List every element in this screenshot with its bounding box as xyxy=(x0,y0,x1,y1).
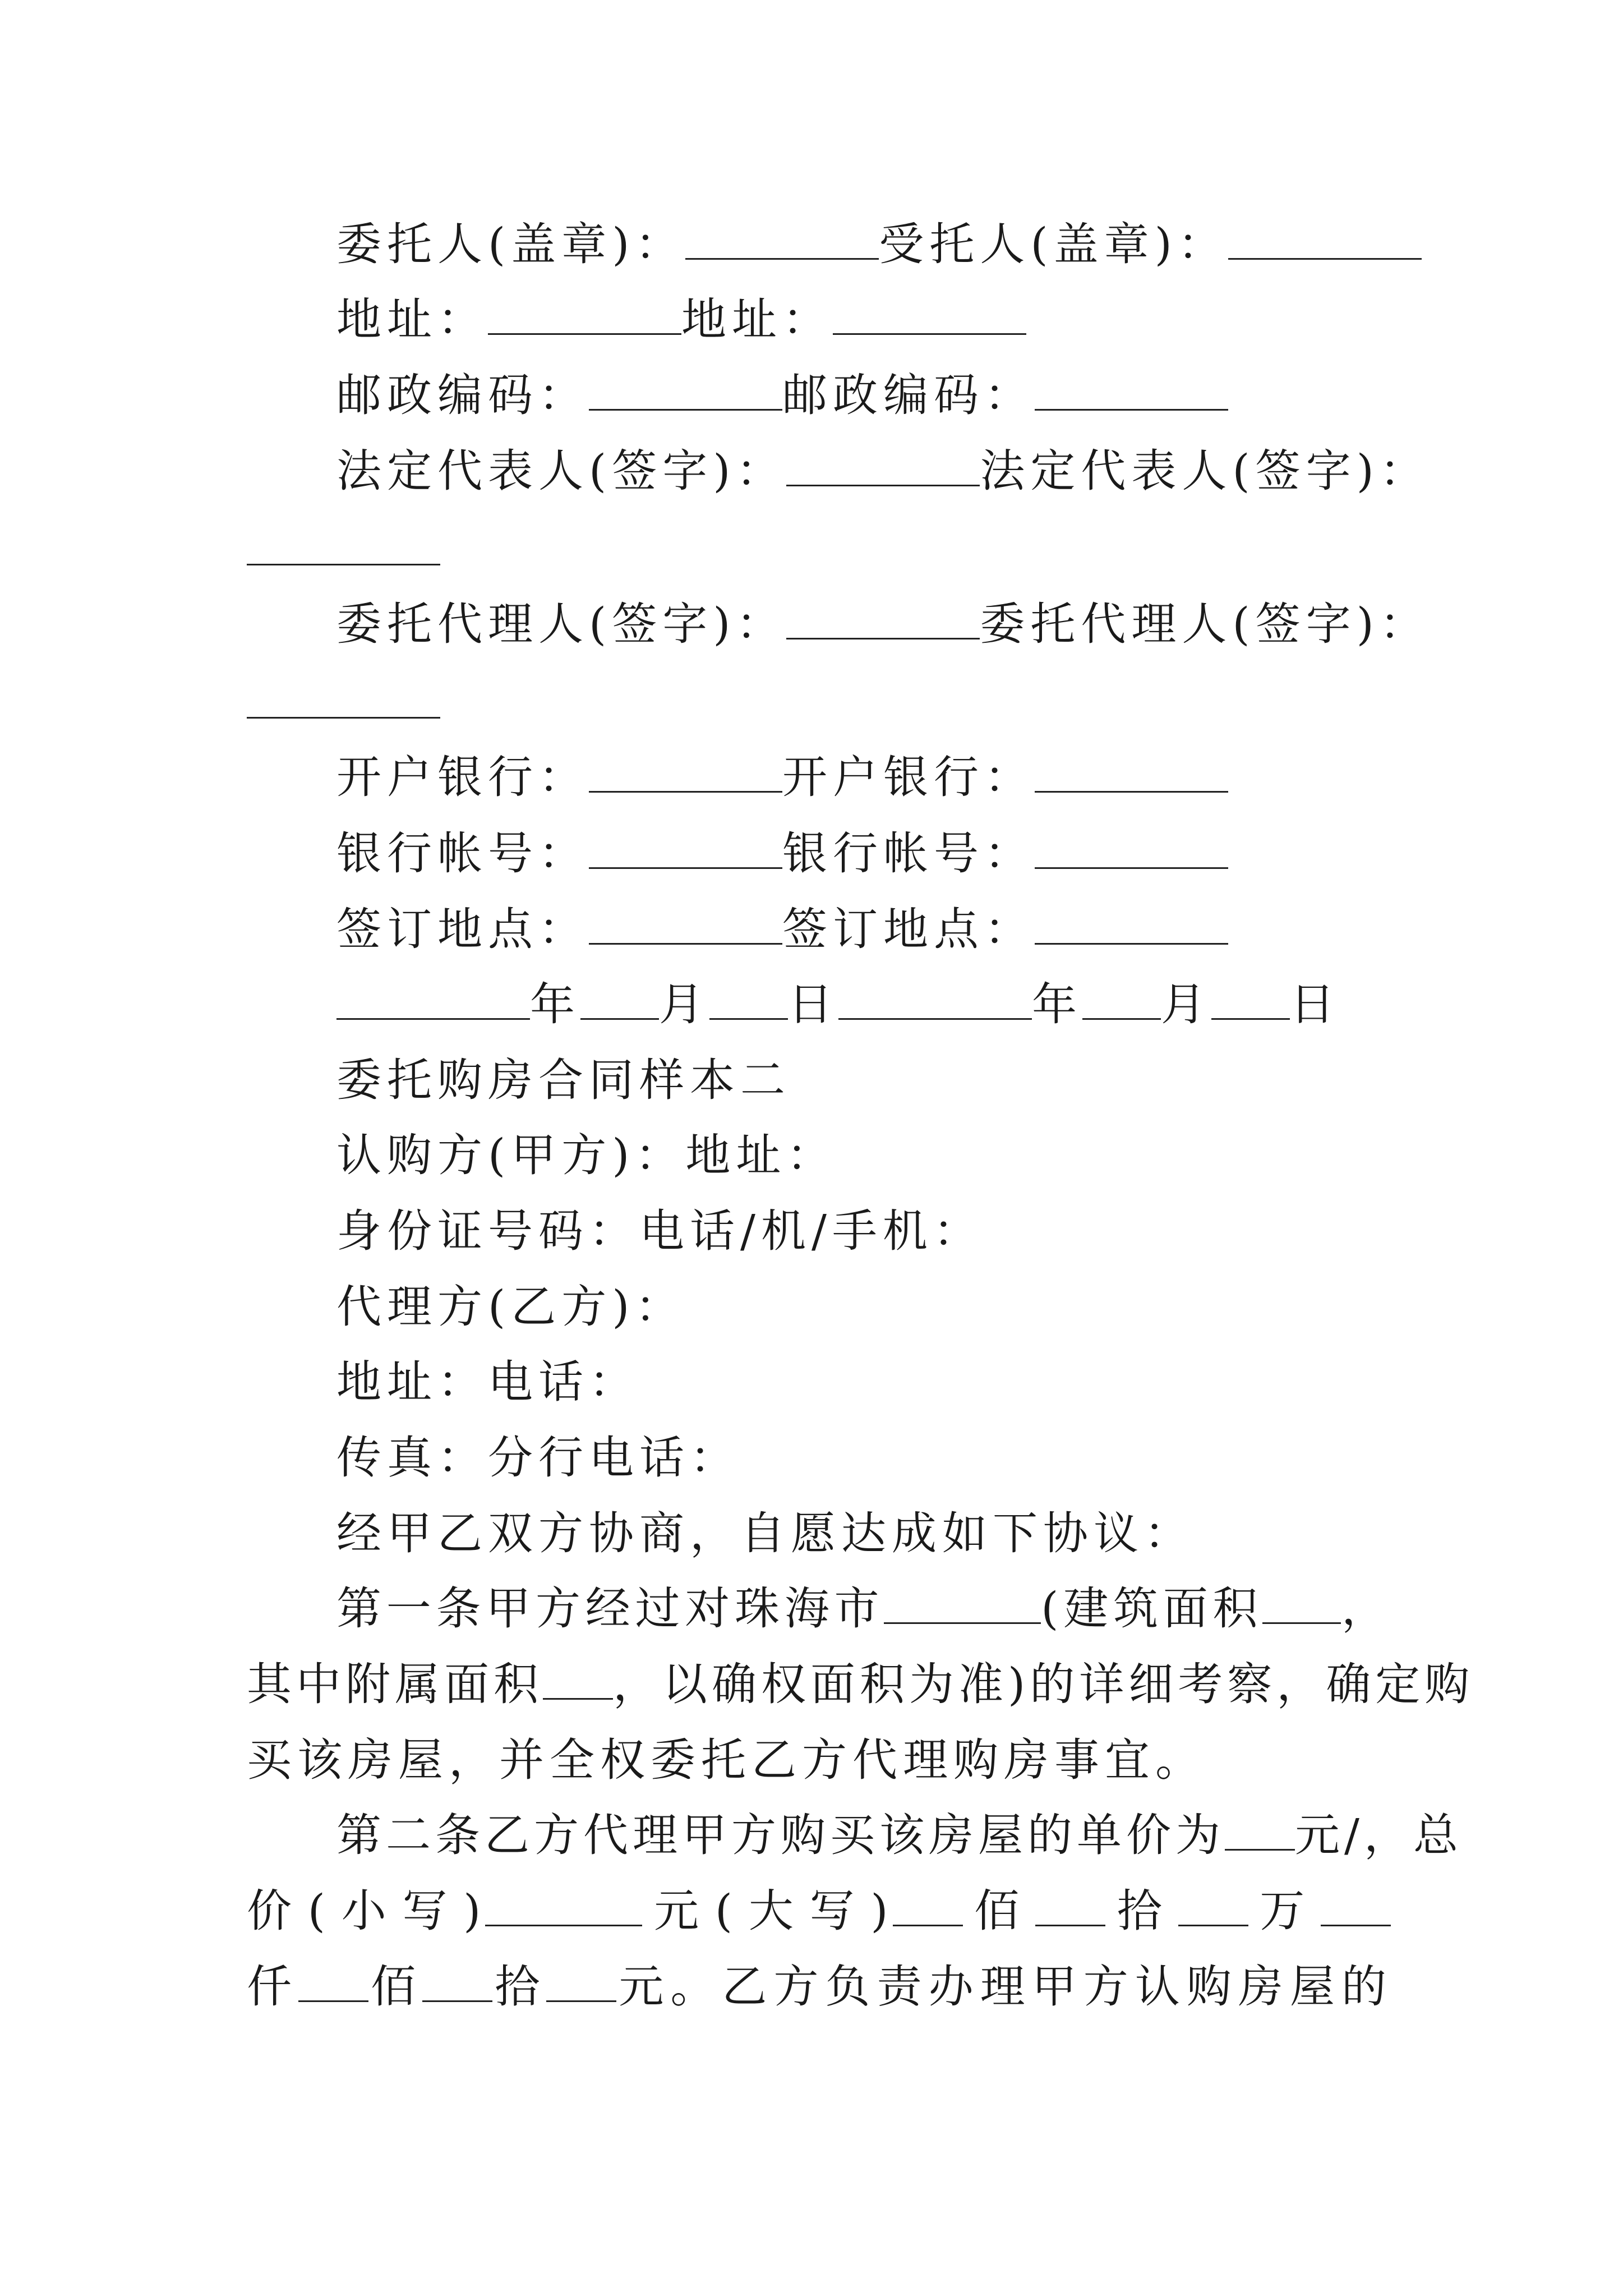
article2-text: 元。乙方负责办理甲方认购房屋的 xyxy=(616,1961,1391,2013)
day-label: 日 xyxy=(1290,978,1340,1030)
section-title: 委托购房合同样本二 xyxy=(336,1054,791,1106)
signature-row-address xyxy=(336,292,1391,348)
article2-text: 元(大写) xyxy=(642,1885,893,1937)
blank-line xyxy=(1035,1884,1105,1926)
signature-row-principal xyxy=(336,217,1391,273)
blank-line xyxy=(1035,827,1228,869)
address-label-right: 地址： xyxy=(681,293,833,346)
article2-text: 第二条乙方代理甲方购买该房屋的单价为 xyxy=(336,1809,1225,1861)
agent-address-line: 地址：电话： xyxy=(336,1356,639,1408)
blank-line xyxy=(589,827,782,869)
blank-line xyxy=(1211,978,1290,1020)
article2-text: 佰 xyxy=(962,1885,1036,1937)
blank-line xyxy=(1225,1809,1295,1851)
article2-text: 仟 xyxy=(247,1961,299,2013)
article1-line2 xyxy=(247,1657,1474,1713)
article2-line2 xyxy=(247,1883,1391,1939)
signature-row-account xyxy=(336,826,1391,882)
blank-line xyxy=(786,597,980,639)
blank-line xyxy=(589,751,782,793)
year-label: 年 xyxy=(530,978,580,1030)
blank-line xyxy=(709,978,788,1020)
signature-row-bank xyxy=(336,749,1391,806)
blank-line xyxy=(589,903,782,945)
article1-text: ，以确权面积为准)的详细考察，确定购 xyxy=(613,1658,1474,1710)
article2-text: 拾 xyxy=(492,1961,547,2013)
blank-line xyxy=(1035,369,1228,411)
signature-row-postcode xyxy=(336,367,1391,424)
blank-line xyxy=(589,369,782,411)
signature-row-date xyxy=(336,977,1391,1033)
blank-line xyxy=(884,1582,1041,1624)
place-label-right: 签订地点： xyxy=(782,903,1035,955)
blank-line xyxy=(485,1884,642,1926)
blank-line xyxy=(247,717,440,719)
blank-line xyxy=(685,218,879,260)
blank-line xyxy=(1035,751,1228,793)
blank-line xyxy=(1082,978,1161,1020)
place-label-left: 签订地点： xyxy=(336,903,589,955)
article1-text: (建筑面积 xyxy=(1041,1582,1263,1635)
intro-line: 经甲乙双方协商，自愿达成如下协议： xyxy=(336,1507,1195,1559)
day-label: 日 xyxy=(788,978,838,1030)
blank-line xyxy=(1035,903,1228,945)
blank-line xyxy=(786,444,980,486)
article1-text: 第一条甲方经过对珠海市 xyxy=(336,1582,884,1635)
blank-line xyxy=(488,293,681,335)
account-label-left: 银行帐号： xyxy=(336,827,589,880)
agent-label-right: 委托代理人(签字)： xyxy=(980,598,1430,650)
agent-line: 代理方(乙方)： xyxy=(336,1281,686,1333)
bank-label-left: 开户银行： xyxy=(336,751,589,803)
blank-line xyxy=(1321,1884,1391,1926)
article1-line3: 买该房屋，并全权委托乙方代理购房事宜。 xyxy=(247,1734,1206,1786)
blank-line xyxy=(838,978,1032,1020)
buyer-line: 认购方(甲方)：地址： xyxy=(336,1129,837,1181)
year-label: 年 xyxy=(1032,978,1082,1030)
id-phone-line: 身份证号码：电话/机/手机： xyxy=(336,1205,984,1257)
blank-line xyxy=(336,978,530,1020)
blank-line xyxy=(543,1658,613,1700)
blank-line xyxy=(893,1884,963,1926)
account-label-right: 银行帐号： xyxy=(782,827,1035,880)
address-label-left: 地址： xyxy=(336,293,488,346)
article2-line1 xyxy=(336,1807,1463,1864)
article1-text: ， xyxy=(1341,1582,1391,1635)
blank-line xyxy=(422,1960,492,2002)
blank-line xyxy=(546,1960,616,2002)
fax-line: 传真：分行电话： xyxy=(336,1432,740,1484)
signature-row-place xyxy=(336,901,1391,958)
article2-text: 万 xyxy=(1248,1885,1321,1937)
signature-row-agent xyxy=(336,596,1430,652)
blank-line xyxy=(1178,1884,1248,1926)
article2-text: 价(小写) xyxy=(247,1885,486,1937)
article2-line3 xyxy=(247,1959,1391,2015)
blank-line xyxy=(1228,218,1422,260)
legal-rep-label-left: 法定代表人(签字)： xyxy=(336,445,787,497)
agent-label-left: 委托代理人(签字)： xyxy=(336,598,787,650)
article2-text: 佰 xyxy=(368,1961,423,2013)
postcode-label-left: 邮政编码： xyxy=(336,369,589,421)
blank-line xyxy=(298,1960,368,2002)
blank-line xyxy=(833,293,1026,335)
article1-line1 xyxy=(336,1581,1391,1637)
blank-line xyxy=(1262,1582,1341,1624)
month-label: 月 xyxy=(659,978,709,1030)
blank-line xyxy=(247,564,440,565)
postcode-label-right: 邮政编码： xyxy=(782,369,1035,421)
article2-text: 拾 xyxy=(1105,1885,1178,1937)
article1-text: 其中附属面积 xyxy=(247,1658,543,1710)
blank-line xyxy=(580,978,659,1020)
trustee-label: 受托人(盖章)： xyxy=(879,218,1228,270)
principal-label: 委托人(盖章)： xyxy=(336,218,686,270)
article2-text: 元/，总 xyxy=(1295,1809,1463,1861)
bank-label-right: 开户银行： xyxy=(782,751,1035,803)
month-label: 月 xyxy=(1161,978,1211,1030)
legal-rep-label-right: 法定代表人(签字)： xyxy=(980,445,1430,497)
signature-row-legal-rep xyxy=(336,443,1430,499)
